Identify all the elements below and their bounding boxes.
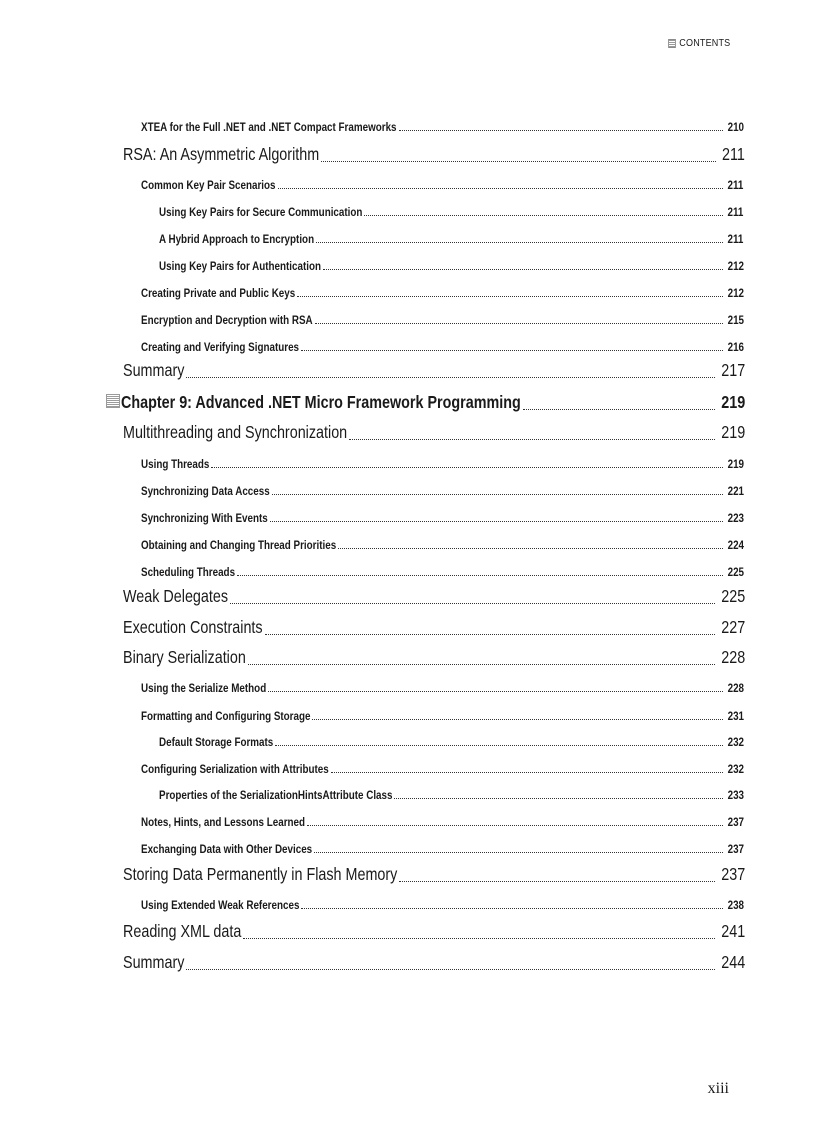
toc-entry-title: Using the Serialize Method xyxy=(141,681,267,695)
toc-subsection-entry[interactable] xyxy=(0,176,816,192)
toc-entry-page: 237 xyxy=(721,864,746,884)
toc-subsection-entry[interactable] xyxy=(0,813,816,829)
toc-section-entry[interactable] xyxy=(0,920,816,942)
toc-subsection-entry[interactable] xyxy=(0,707,816,723)
dot-leader xyxy=(321,160,716,162)
dot-leader xyxy=(323,268,723,270)
toc-entry-title: RSA: An Asymmetric Algorithm xyxy=(123,144,320,164)
toc-subsection-entry[interactable] xyxy=(0,786,816,802)
dot-leader xyxy=(314,851,722,853)
toc-entry-title: XTEA for the Full .NET and .NET Compact Frameworks xyxy=(141,120,397,134)
toc-subsection-entry[interactable] xyxy=(0,760,816,776)
dot-leader xyxy=(265,633,715,635)
toc-entry-page: 232 xyxy=(727,762,744,776)
toc-entry-page: 210 xyxy=(727,120,744,134)
toc-entry-title: Configuring Serialization with Attributes xyxy=(141,762,329,776)
toc-entry-page: 241 xyxy=(721,921,746,941)
dot-leader xyxy=(399,129,723,131)
toc-entry-page: 238 xyxy=(727,898,744,912)
toc-section-entry[interactable] xyxy=(0,359,816,381)
dot-leader xyxy=(315,322,723,324)
dot-leader xyxy=(275,744,722,746)
dot-leader xyxy=(278,187,724,189)
dot-leader xyxy=(272,493,723,495)
toc-entry-page: 232 xyxy=(727,735,744,749)
toc-entry-page: 237 xyxy=(727,815,744,829)
toc-entry-title: Multithreading and Synchronization xyxy=(123,422,348,442)
dot-leader xyxy=(248,663,715,665)
toc-entry-title: Creating Private and Public Keys xyxy=(141,286,296,300)
dot-leader xyxy=(186,968,715,970)
toc-subsection-entry[interactable] xyxy=(0,733,816,749)
dot-leader xyxy=(364,214,723,216)
toc-entry-page: 225 xyxy=(727,565,744,579)
toc-entry-page: 237 xyxy=(727,842,744,856)
dot-leader xyxy=(316,241,723,243)
dot-leader xyxy=(338,547,722,549)
toc-entry-page: 233 xyxy=(727,788,744,802)
toc-entry-page: 223 xyxy=(727,511,744,525)
toc-subsection-entry[interactable] xyxy=(0,230,816,246)
toc-entry-title: Exchanging Data with Other Devices xyxy=(141,842,313,856)
toc-subsection-entry[interactable] xyxy=(0,563,816,579)
running-header xyxy=(668,37,730,49)
toc-entry-page: 224 xyxy=(727,538,744,552)
dot-leader xyxy=(297,295,722,297)
dot-leader xyxy=(523,408,715,410)
toc-entry-title: Synchronizing Data Access xyxy=(141,484,270,498)
dot-leader xyxy=(312,718,722,720)
toc-entry-title: Formatting and Configuring Storage xyxy=(141,709,311,723)
toc-entry-title: Storing Data Permanently in Flash Memory xyxy=(123,864,398,884)
toc-entry-page: 212 xyxy=(727,259,744,273)
toc-entry-page: 215 xyxy=(727,313,744,327)
dot-leader xyxy=(307,824,723,826)
toc-entry-page: 219 xyxy=(721,422,746,442)
toc-entry-page: 216 xyxy=(727,340,744,354)
toc-subsection-entry[interactable] xyxy=(0,679,816,695)
toc-entry-page: 211 xyxy=(722,144,746,164)
toc-entry-page: 219 xyxy=(727,457,744,471)
toc-entry-page: 228 xyxy=(727,681,744,695)
page-number: xiii xyxy=(707,1080,729,1097)
toc-entry-title: Summary xyxy=(123,952,185,972)
toc-chapter-entry[interactable] xyxy=(0,391,816,413)
toc-subsection-entry[interactable] xyxy=(0,840,816,856)
toc-entry-title: Synchronizing With Events xyxy=(141,511,268,525)
toc-entry-title: A Hybrid Approach to Encryption xyxy=(159,232,315,246)
dot-leader xyxy=(268,690,722,692)
toc-entry-title: Creating and Verifying Signatures xyxy=(141,340,300,354)
toc-entry-page: 211 xyxy=(727,178,744,192)
toc-entry-title: Scheduling Threads xyxy=(141,565,236,579)
dot-leader xyxy=(211,466,722,468)
toc-entry-page: 212 xyxy=(727,286,744,300)
dot-leader xyxy=(394,797,722,799)
toc-subsection-entry[interactable] xyxy=(0,509,816,525)
toc-subsection-entry[interactable] xyxy=(0,118,816,134)
dot-leader xyxy=(301,349,723,351)
toc-entry-page: 219 xyxy=(721,392,746,412)
toc-entry-page: 211 xyxy=(727,232,744,246)
toc-section-entry[interactable] xyxy=(0,585,816,607)
toc-entry-title: Using Extended Weak References xyxy=(141,898,300,912)
toc-entry-title: Using Key Pairs for Authentication xyxy=(159,259,322,273)
toc-section-entry[interactable] xyxy=(0,616,816,638)
toc-entry-page: 211 xyxy=(727,205,744,219)
toc-entry-page: 228 xyxy=(721,647,746,667)
toc-subsection-entry[interactable] xyxy=(0,896,816,912)
toc-entry-title: Default Storage Formats xyxy=(159,735,274,749)
toc-entry-title: Binary Serialization xyxy=(123,647,246,667)
toc-subsection-entry[interactable] xyxy=(0,536,816,552)
toc-entry-title: Execution Constraints xyxy=(123,617,263,637)
dot-leader xyxy=(349,438,715,440)
dot-leader xyxy=(301,907,722,909)
dot-leader xyxy=(230,602,715,604)
toc-subsection-entry[interactable] xyxy=(0,311,816,327)
toc-entry-title: Notes, Hints, and Lessons Learned xyxy=(141,815,306,829)
toc-subsection-entry[interactable] xyxy=(0,482,816,498)
toc-entry-page: 221 xyxy=(727,484,744,498)
dot-leader xyxy=(186,376,715,378)
toc-entry-page: 227 xyxy=(721,617,746,637)
toc-section-entry[interactable] xyxy=(0,421,816,443)
toc-section-entry[interactable] xyxy=(0,863,816,885)
toc-entry-title: Obtaining and Changing Thread Priorities xyxy=(141,538,337,552)
toc-entry-title: Weak Delegates xyxy=(123,586,229,606)
chapter-marker-icon xyxy=(106,394,120,408)
toc-entry-title: Reading XML data xyxy=(123,921,242,941)
toc-section-entry[interactable] xyxy=(0,951,816,973)
toc-entry-page: 225 xyxy=(721,586,746,606)
toc-entry-page: 231 xyxy=(727,709,744,723)
dot-leader xyxy=(270,520,723,522)
header-label: CONTENTS xyxy=(678,37,730,49)
dot-leader xyxy=(331,771,723,773)
header-marker-icon xyxy=(668,39,676,48)
toc-entry-page: 244 xyxy=(721,952,746,972)
toc-subsection-entry[interactable] xyxy=(0,257,816,273)
toc-subsection-entry[interactable] xyxy=(0,338,816,354)
toc-entry-title: Using Key Pairs for Secure Communication xyxy=(159,205,363,219)
toc-entry-title: Common Key Pair Scenarios xyxy=(141,178,276,192)
dot-leader xyxy=(399,880,715,882)
dot-leader xyxy=(243,937,715,939)
toc-subsection-entry[interactable] xyxy=(0,455,816,471)
toc-entry-title: Using Threads xyxy=(141,457,210,471)
toc-entry-title: Encryption and Decryption with RSA xyxy=(141,313,313,327)
toc-section-entry[interactable] xyxy=(0,143,816,165)
toc-subsection-entry[interactable] xyxy=(0,284,816,300)
toc-entry-page: 217 xyxy=(721,360,746,380)
toc-subsection-entry[interactable] xyxy=(0,203,816,219)
toc-entry-title: Chapter 9: Advanced .NET Micro Framework Programming xyxy=(121,392,521,412)
toc-entry-title: Properties of the SerializationHintsAttribute Class xyxy=(159,788,393,802)
toc-entry-title: Summary xyxy=(123,360,185,380)
toc-section-entry[interactable] xyxy=(0,646,816,668)
dot-leader xyxy=(237,574,723,576)
